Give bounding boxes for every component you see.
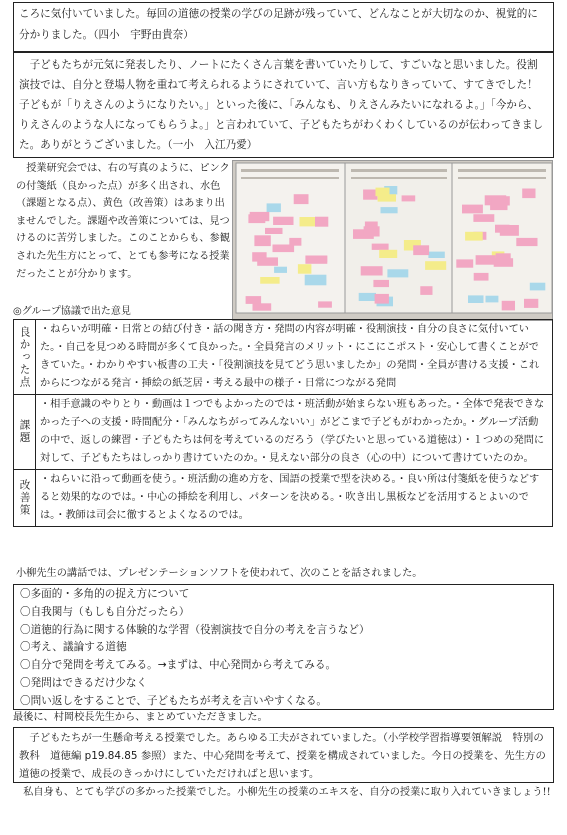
principal-summary-box [13, 727, 554, 783]
table-row [14, 470, 553, 527]
row-heading-improvements: 改善策 [14, 470, 36, 527]
sticky-note [376, 188, 390, 197]
list-item: 〇多面的・多角的の捉え方について [20, 588, 190, 600]
sticky-note [476, 255, 496, 265]
sticky-note [363, 190, 377, 200]
sticky-note [428, 252, 444, 258]
group-opinions-table [13, 319, 553, 527]
principal-summary-text: 子どもたちが一生懸命考える授業でした。あらゆる工夫がされていました。（小学校学習指導要領解説 特別の教科 道徳編 p19.84.85 参照）また、中心発問を考えて、授業を構成されていました。今日の授業を、先生方の道徳の授業で、成長のきっかけにしていただければと思います。 [19, 732, 546, 780]
row-heading-issues: 課題 [14, 395, 36, 470]
sticky-note [375, 294, 389, 304]
sticky-note [502, 301, 515, 311]
sticky-note [305, 275, 327, 286]
sticky-note [361, 266, 383, 275]
sticky-note [298, 264, 312, 274]
sticky-note [530, 283, 546, 291]
student-comment-box [13, 52, 554, 158]
sticky-note [372, 244, 389, 250]
list-item: 〇自我関与（もしも自分だったら） [20, 605, 190, 618]
sticky-note [364, 226, 380, 236]
sticky-note [522, 189, 535, 199]
sticky-note [456, 259, 473, 267]
student-comment-text: 子どもたちが元気に発表したり、ノートにたくさん言葉を書いていたりして、すごいなと思いました。役割演技では、自分と登場人物を重ねて考えられるようにされていて、言い方もなりきっていて、すてきでした！子どもが「りえさんのようになりたい。」といった後に、「みんなも、りえさんみたいになれるよ。」「今から、りえさんのような人になってもらうよ。」と言われていて、子どもたちがわくわくしているのが伝わってきました。ありがとうございました。（一小 入江乃愛） [19, 59, 544, 151]
sticky-note [359, 293, 376, 301]
sticky-note [250, 212, 270, 221]
lecture-points-list [14, 585, 553, 712]
sticky-note-photo-icon [233, 161, 553, 321]
sticky-note [474, 273, 489, 281]
prior-comment-box [13, 2, 554, 52]
sticky-note [486, 296, 499, 303]
sticky-note [524, 299, 538, 308]
sticky-note [289, 238, 301, 246]
sticky-note [294, 194, 309, 204]
lecture-intro: 小柳先生の講話では、プレゼンテーションソフトを使われて、次のことを話されました。 [16, 568, 423, 579]
sticky-note [516, 238, 537, 246]
sticky-note [318, 301, 332, 307]
table-row [14, 320, 553, 395]
issues-text: ・相手意識のやりとり・動画は１つでもよかったのでは・班活動が始まらない班もあった。・全体で発表できなかった子への支援・時間配分・「みんなちがってみんないい」がどこまで子どもがわかったか。・グループ活動の中で、返しの練習・子どもたちは何を考えているのだろう（学びたいと思っている道徳は）・１つめの発問に対して、子どもたちはしっかり書けていたのか。・見えない部分の良さ（心の中）について書けていたのか。 [36, 395, 553, 470]
sticky-note [402, 195, 416, 201]
sticky-note [267, 203, 281, 212]
sticky-note-photo [232, 160, 553, 321]
sticky-note [465, 232, 483, 241]
row-heading-good-points: 良かった点 [14, 320, 36, 395]
sticky-note [274, 267, 287, 273]
lecture-points-box [13, 584, 554, 710]
sticky-note [425, 261, 446, 270]
sticky-note [253, 303, 272, 310]
sticky-note [305, 256, 327, 264]
sticky-note [387, 269, 408, 277]
table-row [14, 395, 553, 470]
sticky-note [260, 277, 279, 284]
final-remark: 私自身も、とても学びの多かった授業でした。小柳先生の授業のエキスを、自分の授業に取り入れていきましょう!! [23, 787, 551, 798]
good-points-text: ・ねらいが明確・日常との結び付き・話の聞き方・発問の内容が明確・役割演技・自分の良さに気付いていた。・自己を見つめる時間が多くて良かった。・全員発言のメリット・にこにこポスト・安心して書くことができていた。・わかりやすい板書の工夫・「役割演技を見てどう思いましたか」の発問・全員が書ける支援・これからにつながる発言・挿絵の紙芝居・考える最中の様子・日常につながる発問 [36, 320, 553, 395]
sticky-note [500, 225, 519, 236]
sticky-note [273, 217, 293, 225]
sticky-note [473, 214, 494, 222]
group-discussion-caption: ◎グループ協議で出た意見 [13, 306, 131, 317]
sticky-note [462, 205, 483, 214]
list-item: 〇道徳的行為に関する体験的な学習（役割演技で自分の考えを言うなど） [20, 623, 370, 636]
sticky-note [420, 286, 432, 295]
sticky-note [246, 296, 262, 304]
list-item: 〇考え、議論する道徳 [20, 641, 127, 654]
research-meeting-intro: 授業研究会では、右の写真のように、ピンクの付箋紙（良かった点）が多く出され、水色（課題となる点）、黄色（改善策）はあまり出ませんでした。課題や改善策については、見つけるのに苦労しました。このことからも、参観された先生方にとって、とても参考になる授業だったことが分かります。 [16, 163, 230, 280]
list-item: 〇問い返しをすることで、子どもたちが考えを言いやすくなる。 [20, 694, 328, 707]
sticky-note [379, 250, 397, 258]
list-item: 〇自分で発問を考えてみる。→まずは、中心発問から考えてみる。 [20, 659, 337, 672]
sticky-note [413, 245, 429, 255]
sticky-note [254, 235, 270, 246]
sticky-note [381, 207, 398, 213]
closing-intro: 最後に、村岡校長先生から、まとめていただきました。 [13, 712, 268, 723]
sticky-note [300, 217, 316, 226]
improvements-text: ・ねらいに沿って動画を使う。・班活動の進め方を、国語の授業で型を決める。・良い所は付箋紙を使うなどすると効果的なのでは。・中心の挿絵を利用し、パターンを決める。・吹き出し黒板などを活用するとよいのでは。・教師は司会に徹するとよくなるのでは。 [36, 470, 553, 527]
sticky-note [257, 257, 278, 265]
sticky-note [492, 196, 510, 205]
list-item: 〇発問はできるだけ少なく [20, 676, 148, 689]
sticky-note [315, 217, 328, 227]
sticky-note [373, 280, 389, 287]
sticky-note [265, 228, 283, 234]
sticky-note [468, 295, 484, 303]
prior-comment-text: ころに気付いていました。毎回の道徳の授業の学びの足跡が残っていて、どんなことが大切なのか、視覚的に分かりました。（四小 宇野由貴奈） [19, 8, 538, 41]
sticky-note [496, 253, 511, 260]
